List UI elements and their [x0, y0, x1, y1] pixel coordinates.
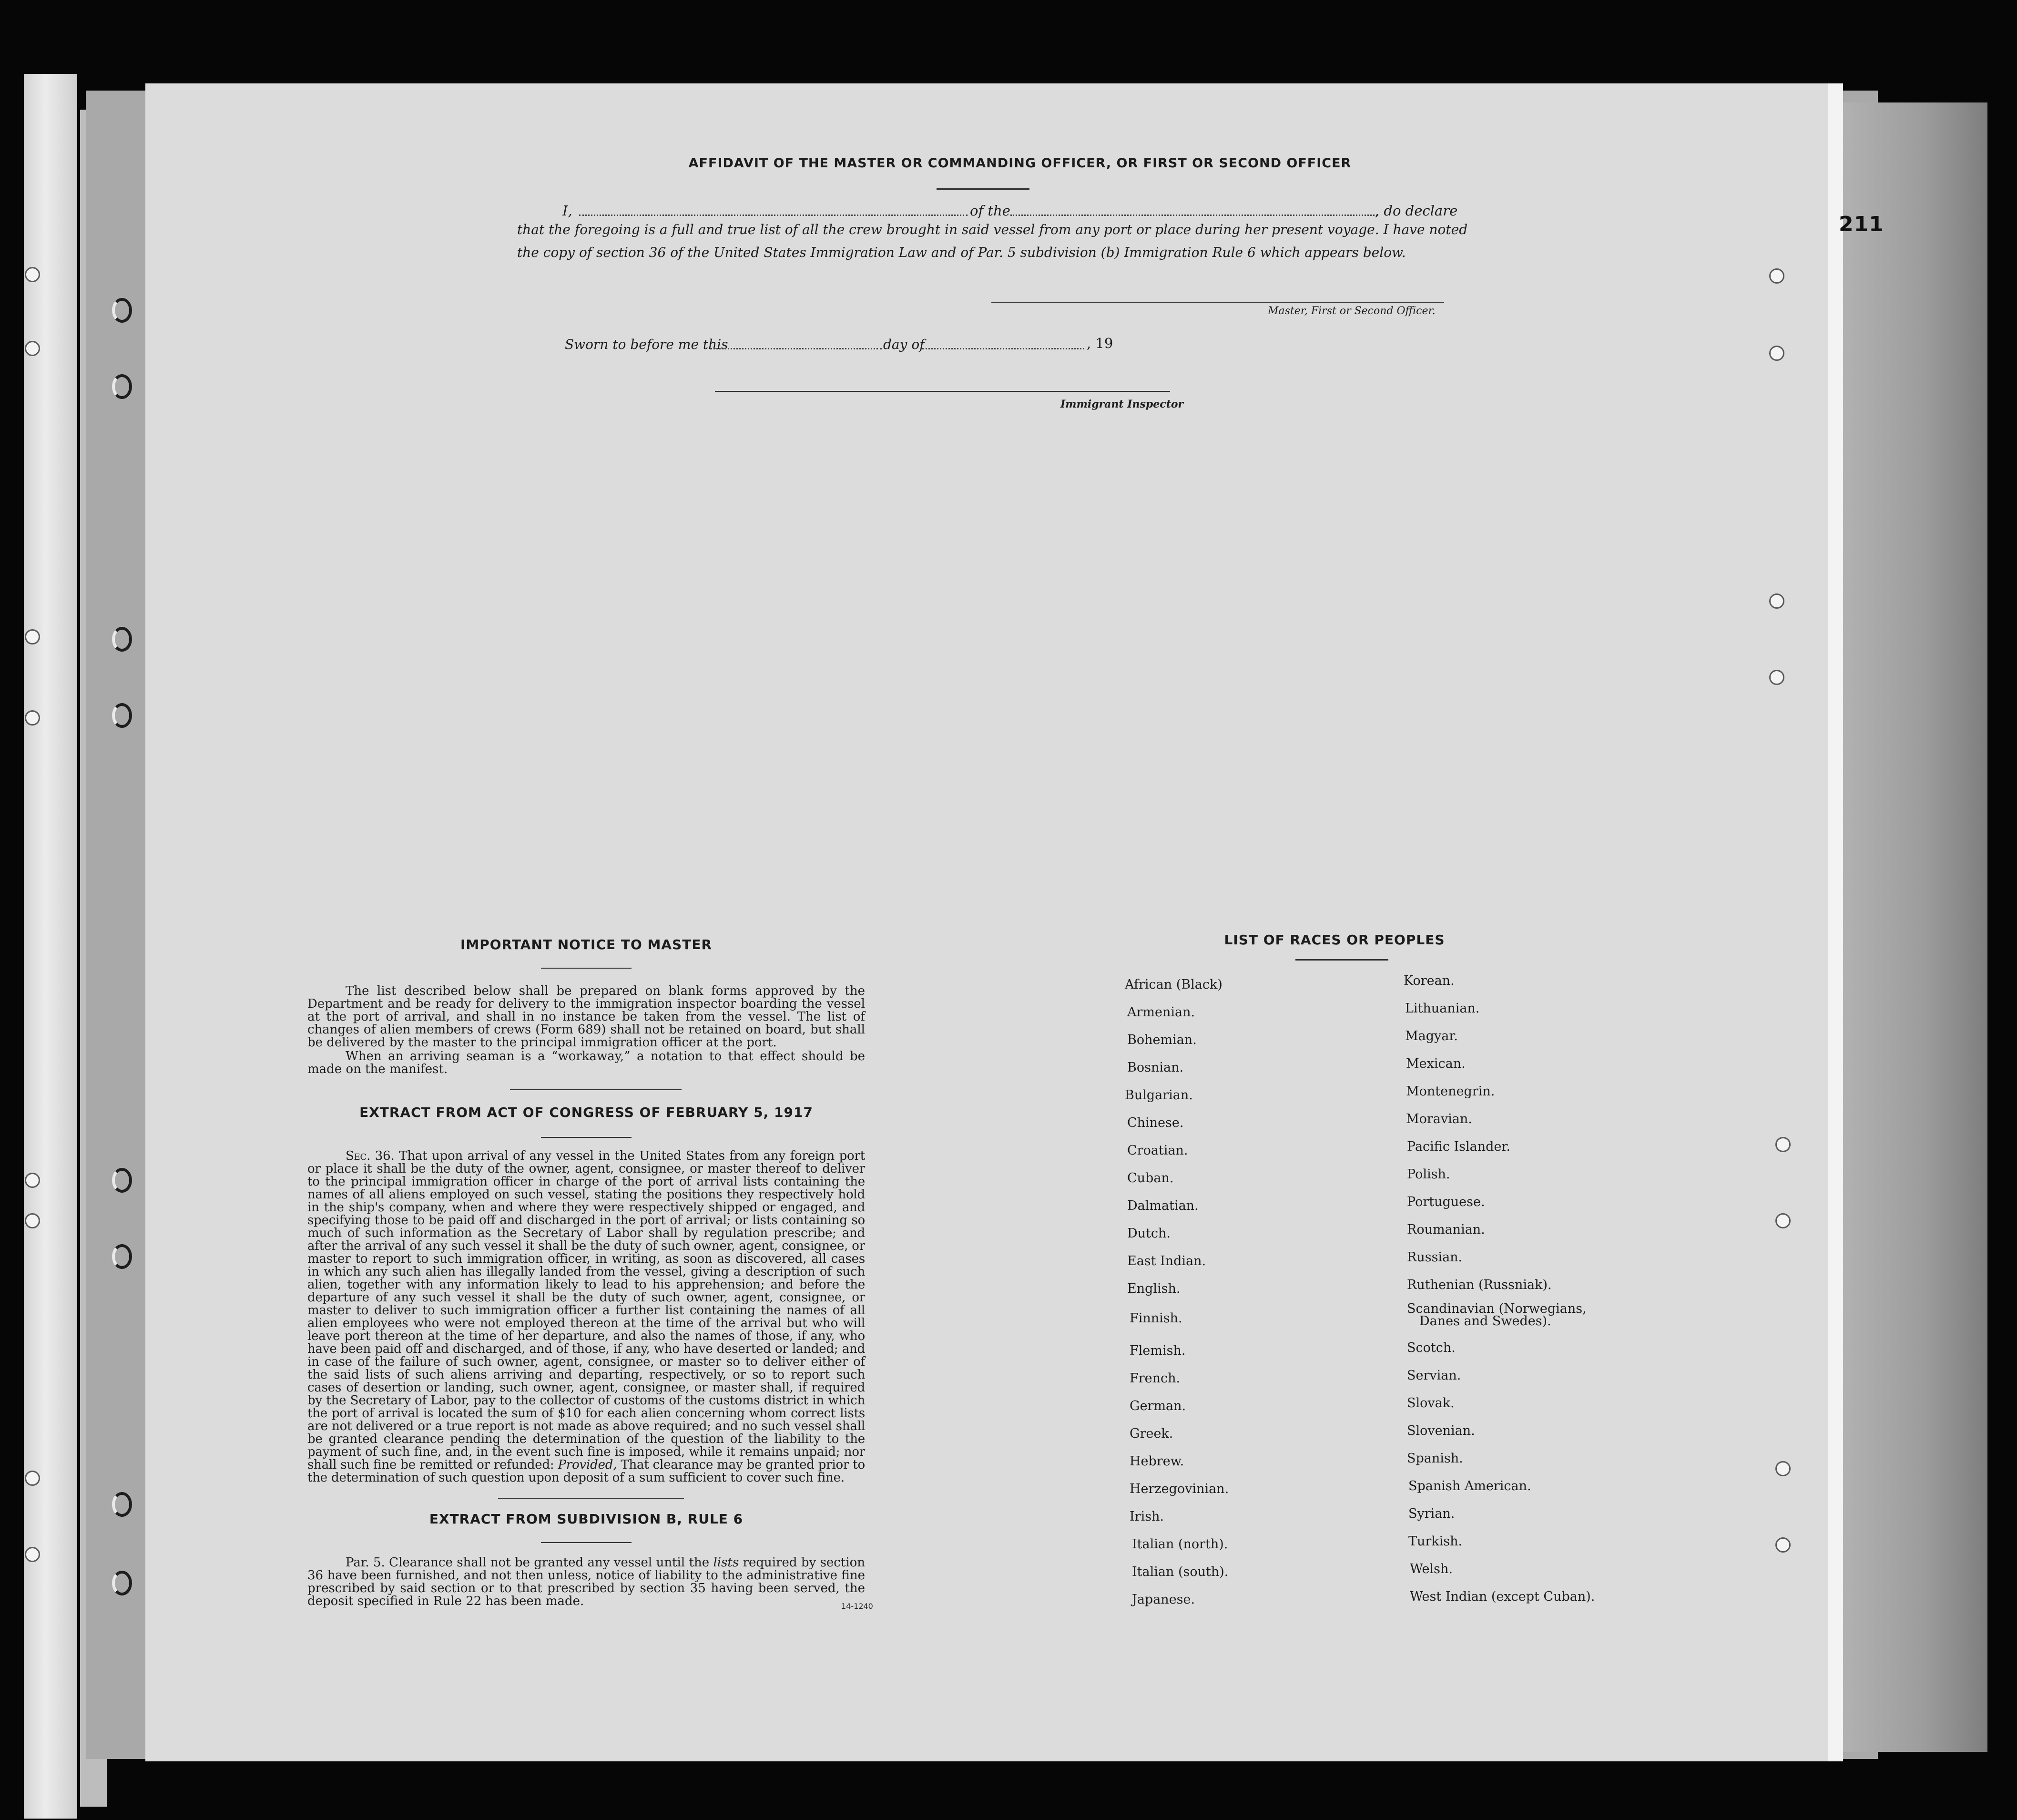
binder-ring-icon — [112, 1571, 132, 1595]
race-item: African (Black) — [1125, 977, 1222, 992]
race-item: Japanese. — [1132, 1592, 1195, 1607]
race-item: Italian (south). — [1132, 1564, 1229, 1579]
race-item: West Indian (except Cuban). — [1410, 1589, 1595, 1604]
race-item: Turkish. — [1408, 1534, 1463, 1549]
punch-hole — [1775, 1461, 1791, 1476]
race-item: Irish. — [1130, 1509, 1164, 1524]
inspector-signature-line — [715, 391, 1170, 392]
race-item: Danes and Swedes). — [1419, 1314, 1551, 1329]
race-item: Lithuanian. — [1405, 1001, 1480, 1016]
race-item: Italian (north). — [1132, 1537, 1228, 1552]
vessel-blank — [1010, 215, 1377, 216]
signature-line — [991, 302, 1444, 303]
punch-hole — [1769, 346, 1784, 361]
rule-6-body: Par. 5. Clearance shall not be granted any vessel until the — [346, 1555, 710, 1570]
binder-ring-icon — [112, 627, 132, 652]
race-item: English. — [1127, 1281, 1181, 1296]
race-item: Roumanian. — [1407, 1222, 1485, 1237]
race-item: Flemish. — [1130, 1343, 1186, 1358]
divider — [541, 1542, 632, 1543]
punch-hole — [25, 710, 40, 726]
punch-hole — [25, 629, 40, 644]
punch-hole — [1769, 593, 1784, 609]
race-item: Bulgarian. — [1125, 1088, 1193, 1103]
page-number: 211 — [1839, 212, 1884, 236]
affidavit-i-label: I, — [562, 203, 572, 219]
race-item: Finnish. — [1130, 1311, 1182, 1326]
section-36-text — [307, 1150, 865, 1484]
name-blank — [579, 215, 968, 216]
sworn-label: Sworn to before me this — [565, 337, 728, 352]
race-item: Montenegrin. — [1406, 1084, 1495, 1099]
race-item: Herzegovinian. — [1130, 1482, 1229, 1496]
race-item: Mexican. — [1406, 1056, 1466, 1071]
race-item: Polish. — [1407, 1167, 1450, 1182]
notice-paragraph-workaway: When an arriving seaman is a “workaway,” a notation to that effect should be made on the manifest. — [307, 1049, 865, 1076]
binder-ring-icon — [112, 298, 132, 323]
race-item: Dalmatian. — [1127, 1198, 1199, 1213]
divider — [937, 188, 1029, 190]
race-item: Hebrew. — [1130, 1454, 1184, 1469]
affidavit-declare-label: , do declare — [1375, 203, 1458, 219]
punch-hole — [1769, 670, 1784, 685]
race-item: Magyar. — [1405, 1029, 1458, 1043]
race-item: East Indian. — [1127, 1254, 1206, 1268]
punch-hole — [1775, 1137, 1791, 1152]
race-item: Moravian. — [1406, 1112, 1472, 1126]
sworn-day-blank — [710, 348, 882, 349]
race-item: Spanish American. — [1408, 1479, 1531, 1493]
race-item: Welsh. — [1410, 1562, 1453, 1576]
notice-title: IMPORTANT NOTICE TO MASTER — [460, 937, 713, 952]
section-36-body-end: That clearance may be granted prior to the determination of such question upon deposit of a sum sufficient to cover such fine. — [307, 1458, 865, 1485]
race-item: Slovak. — [1407, 1396, 1455, 1411]
race-item: Spanish. — [1407, 1451, 1463, 1466]
punch-hole — [25, 1173, 40, 1188]
races-title: LIST OF RACES OR PEOPLES — [1224, 932, 1445, 948]
provided-word: Provided, — [558, 1458, 617, 1472]
rule-6-body-end: required by section 36 have been furnished, and not then unless, notice of liability to the administrative fine prescribed by said section or to that prescribed by section 35 having been served, the deposit specified in Rule 22 has been made. — [307, 1555, 866, 1608]
form-number: 14-1240 — [841, 1602, 873, 1611]
divider — [1295, 959, 1388, 961]
race-item: Scotch. — [1407, 1340, 1456, 1355]
race-item: Russian. — [1407, 1250, 1463, 1265]
race-item: Chinese. — [1127, 1115, 1184, 1130]
divider — [498, 1498, 684, 1499]
race-item: French. — [1130, 1371, 1181, 1386]
back-page-edge — [1830, 102, 1987, 1752]
race-item: Pacific Islander. — [1407, 1139, 1510, 1154]
race-item: Slovenian. — [1407, 1423, 1475, 1438]
divider — [541, 1137, 632, 1138]
notice-paragraph: The list described below shall be prepared on blank forms approved by the Department and be ready for delivery to the immigration inspector boarding the vessel at the port of arrival, and shall in no instance be taken from the vessel. The list of changes of alien members of crews (Form 689) shall not be retained on board, but shall be delivered by the master to the principal immigration officer at the port. — [307, 984, 865, 1050]
punch-hole — [25, 1213, 40, 1228]
race-item: Korean. — [1404, 973, 1455, 988]
punch-hole — [25, 1547, 40, 1562]
binder-ring-icon — [112, 1244, 132, 1269]
binder-ring-icon — [112, 1492, 132, 1517]
race-item: Servian. — [1407, 1368, 1461, 1383]
race-item: Greek. — [1130, 1426, 1173, 1441]
binder-ring-icon — [112, 703, 132, 728]
affidavit-title: AFFIDAVIT OF THE MASTER OR COMMANDING OFFICER, OR FIRST OR SECOND OFFICER — [688, 156, 1352, 171]
section-label: Sec. 36. — [346, 1149, 395, 1163]
inspector-caption: Immigrant Inspector — [1060, 398, 1184, 410]
lists-word: lists — [713, 1555, 739, 1570]
affidavit-of-label: of the — [970, 203, 1010, 219]
affidavit-body-line1: that the foregoing is a full and true list of all the crew brought in said vessel from any port or place during her present voyage. I have noted — [517, 222, 1468, 237]
extract-rule-title: EXTRACT FROM SUBDIVISION B, RULE 6 — [429, 1511, 744, 1527]
race-item: Ruthenian (Russniak). — [1407, 1278, 1552, 1292]
binder-ring-icon — [112, 374, 132, 399]
punch-hole — [1775, 1537, 1791, 1553]
race-item: Dutch. — [1127, 1226, 1171, 1241]
race-item: Bosnian. — [1127, 1060, 1184, 1075]
punch-hole — [25, 1471, 40, 1486]
race-item: German. — [1130, 1399, 1186, 1413]
divider — [510, 1089, 682, 1090]
race-item: Portuguese. — [1407, 1195, 1485, 1209]
affidavit-body-line2: the copy of section 36 of the United States Immigration Law and of Par. 5 subdivision (b) Immigration Rule 6 which appears below. — [517, 245, 1406, 260]
year-label: , 19 — [1087, 335, 1113, 351]
race-item: Scandinavian (Norwegians, — [1407, 1301, 1587, 1316]
binder-ring-icon — [112, 1168, 132, 1193]
race-item: Cuban. — [1127, 1171, 1174, 1186]
race-item: Armenian. — [1127, 1005, 1195, 1020]
punch-hole — [25, 267, 40, 282]
punch-hole — [1769, 268, 1784, 284]
section-36-body: That upon arrival of any vessel in the United States from any foreign port or place it shall be the duty of the owner, agent, consignee, or master thereof to deliver to the principal immigration officer in charge of the port of arrival lists containing the names of all aliens employed on such vessel, stating the positions they respectively hold in the ship's company, when and where they were respectively shipped or engaged, and specifying those to be paid off and discharged in the port of arrival; or lists containing so much of such information as the Secretary of Labor shall by regulation prescribe; and after the arrival of any such vessel it shall be the duty of such owner, agent, consignee, or master to report to such immigration officer, in writing, as soon as discovered, all cases in which any such alien has illegally landed from the vessel, giving a description of such alien, together with any information likely to lead to his apprehension; and before the departure of any such vessel it shall be the duty of such owner, agent, consignee, or master to deliver to such immigration officer a further list containing the names of all alien employees who were not employed thereon at the time of the arrival but who will leave port thereon at the time of her departure, and also the names of those, if any, who have been paid off and discharged, and of those, if any, who have deserted or landed; and in case of the failure of such owner, agent, consignee, or master so to deliver either of the said lists of such aliens arriving and departing, respectively, or so to report such cases of desertion or landing, such owner, agent, consignee, or master shall, if required by the Secretary of Labor, pay to the collector of customs of the customs district in which the port of arrival is located the sum of $10 for each alien concerning whom correct lists are not delivered or a true report is not made as above required; and no such vessel shall be granted clearance pending the determination of the question of the liability to the payment of such fine, and, in the event such fine is imposed, while it remains unpaid; nor shall such fine be remitted or refunded: — [307, 1149, 865, 1472]
signature-caption: Master, First or Second Officer. — [1268, 305, 1436, 317]
punch-hole — [1775, 1213, 1791, 1228]
race-item: Syrian. — [1408, 1506, 1455, 1521]
day-of-label: day of — [883, 337, 925, 352]
page-edge — [1828, 83, 1843, 1761]
punch-hole — [25, 341, 40, 356]
divider — [541, 968, 632, 969]
month-blank — [922, 348, 1084, 349]
race-item: Bohemian. — [1127, 1033, 1197, 1047]
extract-act-title: EXTRACT FROM ACT OF CONGRESS OF FEBRUARY 5, 1917 — [359, 1104, 813, 1120]
race-item: Croatian. — [1127, 1143, 1188, 1158]
rule-6-text — [307, 1556, 865, 1608]
document-page — [145, 83, 1842, 1761]
